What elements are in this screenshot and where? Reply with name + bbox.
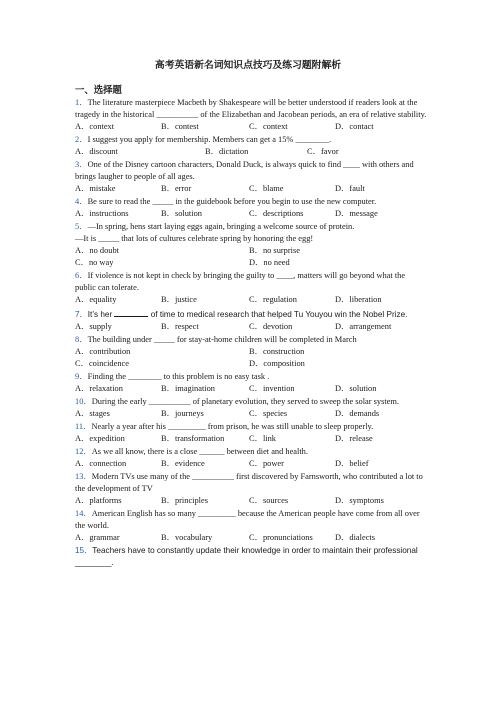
- options-row: [75, 433, 427, 446]
- option-a[interactable]: A．instructions: [75, 209, 129, 218]
- option-a[interactable]: A．context: [75, 122, 115, 131]
- option-d[interactable]: D．no need: [249, 258, 290, 267]
- option-c[interactable]: C．link: [249, 434, 276, 443]
- question-number: 7．: [75, 310, 88, 319]
- option-b[interactable]: B．dictation: [205, 147, 249, 156]
- question-number: 14．: [75, 509, 92, 518]
- question-number: 15．: [75, 546, 93, 555]
- question-3: [75, 159, 427, 183]
- options-row: [75, 358, 427, 371]
- option-c[interactable]: C．devotion: [249, 322, 293, 331]
- question-text: I suggest you apply for membership. Members can get a 15% ________.: [87, 135, 332, 144]
- option-b[interactable]: B．principles: [161, 496, 208, 505]
- question-number: 8．: [75, 335, 88, 344]
- option-c[interactable]: C．favor: [307, 147, 339, 156]
- question-number: 6．: [75, 271, 88, 280]
- question-number: 12．: [75, 447, 92, 456]
- question-number: 2．: [75, 135, 88, 144]
- option-d[interactable]: D．symptoms: [335, 496, 384, 505]
- question-text: American English has so many _________ because the American people have come from all over the world.: [75, 509, 420, 530]
- question-number: 9．: [75, 372, 88, 381]
- option-a[interactable]: A．connection: [75, 459, 127, 468]
- question-text-pre: It’s her: [87, 310, 115, 319]
- option-b[interactable]: B．imagination: [161, 384, 215, 393]
- question-number: 4．: [75, 197, 88, 206]
- option-c[interactable]: C．pronunciations: [249, 533, 313, 542]
- option-a[interactable]: A．grammar: [75, 533, 120, 542]
- option-d[interactable]: D．dialects: [335, 533, 376, 542]
- question-text: Nearly a year after his _________ from prison, he was still unable to sleep properly.: [91, 422, 374, 431]
- question-11: [75, 421, 427, 433]
- question-5: [75, 221, 427, 233]
- question-text: The building under _____ for stay-at-home children will be completed in March: [87, 335, 357, 344]
- question-text: Teachers have to constantly update their knowledge in order to maintain their professional: [92, 546, 418, 555]
- question-text: As we all know, there is a close ______ between diet and health.: [91, 447, 308, 456]
- option-d[interactable]: D．message: [335, 209, 378, 218]
- question-9: [75, 371, 427, 383]
- option-a[interactable]: A．expedition: [75, 434, 125, 443]
- question-text-post: of time to medical research that helped Tu Youyou win the Nobel Prize.: [148, 310, 408, 319]
- option-d[interactable]: D．liberation: [335, 295, 382, 304]
- option-b[interactable]: B．no surprise: [249, 246, 300, 255]
- option-a[interactable]: A．mistake: [75, 184, 116, 193]
- question-1: [75, 97, 427, 121]
- option-a[interactable]: A．relaxation: [75, 384, 123, 393]
- option-b[interactable]: B．justice: [161, 295, 197, 304]
- question-8: [75, 334, 427, 346]
- question-6: [75, 270, 427, 294]
- option-a[interactable]: A．platforms: [75, 496, 122, 505]
- question-4: [75, 196, 427, 208]
- options-row: [75, 208, 427, 221]
- question-number: 11．: [75, 422, 92, 431]
- option-a[interactable]: A．equality: [75, 295, 117, 304]
- option-d[interactable]: D．composition: [249, 359, 305, 368]
- option-a[interactable]: A．stages: [75, 409, 110, 418]
- option-d[interactable]: D．arrangement: [335, 322, 392, 331]
- options-row: [75, 532, 427, 545]
- option-d[interactable]: D．belief: [335, 459, 369, 468]
- option-b[interactable]: B．vocabulary: [161, 533, 213, 542]
- question-text: Modern TVs use many of the __________ first discovered by Farnsworth, who contributed a lot to the development of TV: [75, 472, 423, 493]
- question-2: [75, 134, 427, 146]
- question-text: —In spring, hens start laying eggs again, bringing a welcome source of protein.: [87, 222, 355, 231]
- option-c[interactable]: C．no way: [75, 258, 114, 267]
- options-row: [75, 146, 427, 159]
- options-row: [75, 257, 427, 270]
- question-13: [75, 471, 427, 495]
- option-a[interactable]: A．discount: [75, 147, 118, 156]
- question-number: 13．: [75, 472, 92, 481]
- option-b[interactable]: B．respect: [161, 322, 199, 331]
- question-list: [75, 97, 427, 569]
- option-b[interactable]: B．contest: [161, 122, 199, 131]
- option-b[interactable]: B．evidence: [161, 459, 205, 468]
- option-b[interactable]: B．construction: [249, 347, 305, 356]
- option-b[interactable]: B．error: [161, 184, 192, 193]
- question-12: [75, 446, 427, 458]
- options-row: [75, 245, 427, 257]
- question-number: 3．: [75, 160, 88, 169]
- question-number: 5．: [75, 222, 88, 231]
- question-14: [75, 508, 427, 532]
- question-number: 1．: [75, 98, 88, 107]
- option-c[interactable]: C．species: [249, 409, 288, 418]
- page-title: 高考英语新名词知识点技巧及练习题附解析: [154, 60, 342, 71]
- option-c[interactable]: C．invention: [249, 384, 295, 393]
- option-c[interactable]: C．sources: [249, 496, 289, 505]
- options-row: [75, 408, 427, 421]
- option-d[interactable]: D．release: [335, 434, 373, 443]
- question-number: 10．: [75, 397, 92, 406]
- option-c[interactable]: C．descriptions: [249, 209, 304, 218]
- question-text: The literature masterpiece Macbeth by Shakespeare will be better understood if readers look at the tragedy in the historical __________ of the Elizabethan and Jacobean periods, an era of relative stability.: [75, 98, 427, 119]
- options-row: [75, 495, 427, 508]
- question-text: During the early __________ of planetary evolution, they served to sweep the solar system.: [91, 397, 399, 406]
- option-c[interactable]: C．power: [249, 459, 284, 468]
- question-7: [75, 307, 427, 321]
- question-15-blank: ________.: [75, 558, 114, 567]
- option-d[interactable]: D．fault: [335, 184, 365, 193]
- options-row: [75, 321, 427, 334]
- options-row: [75, 183, 427, 196]
- options-row: [75, 458, 427, 471]
- question-text: Finding the ________ to this problem is no easy task .: [87, 372, 270, 381]
- option-d[interactable]: D．demands: [335, 409, 380, 418]
- options-row: [75, 121, 427, 134]
- answer-blank: [114, 307, 148, 317]
- option-c[interactable]: C．context: [249, 122, 288, 131]
- option-a[interactable]: A．no doubt: [75, 246, 119, 255]
- question-text: If violence is not kept in check by bringing the guilty to ____, matters will go beyond what the public can tolerate.: [75, 271, 406, 292]
- option-c[interactable]: C．blame: [249, 184, 284, 193]
- option-b[interactable]: B．transformation: [161, 434, 225, 443]
- section-heading: 一、选择题: [75, 85, 122, 96]
- options-row: [75, 294, 427, 307]
- option-d[interactable]: D．solution: [335, 384, 377, 393]
- option-b[interactable]: B．solution: [161, 209, 202, 218]
- question-10: [75, 396, 427, 408]
- options-row: [75, 346, 427, 358]
- options-row: [75, 383, 427, 396]
- option-a[interactable]: A．supply: [75, 322, 112, 331]
- option-d[interactable]: D．contact: [335, 122, 374, 131]
- option-a[interactable]: A．contribution: [75, 347, 131, 356]
- option-c[interactable]: C．coincidence: [75, 359, 129, 368]
- question-15: [75, 545, 427, 557]
- option-c[interactable]: C．regulation: [249, 295, 297, 304]
- question-text: Be sure to read the _____ in the guidebook before you begin to use the new computer.: [87, 197, 377, 206]
- option-b[interactable]: B．journeys: [161, 409, 204, 418]
- question-text: One of the Disney cartoon characters, Donald Duck, is always quick to find ____ with others and brings laugher to people of all ages.: [75, 160, 414, 181]
- question-5-reply: —It is _____ that lots of cultures celebrate spring by honoring the egg!: [75, 234, 314, 243]
